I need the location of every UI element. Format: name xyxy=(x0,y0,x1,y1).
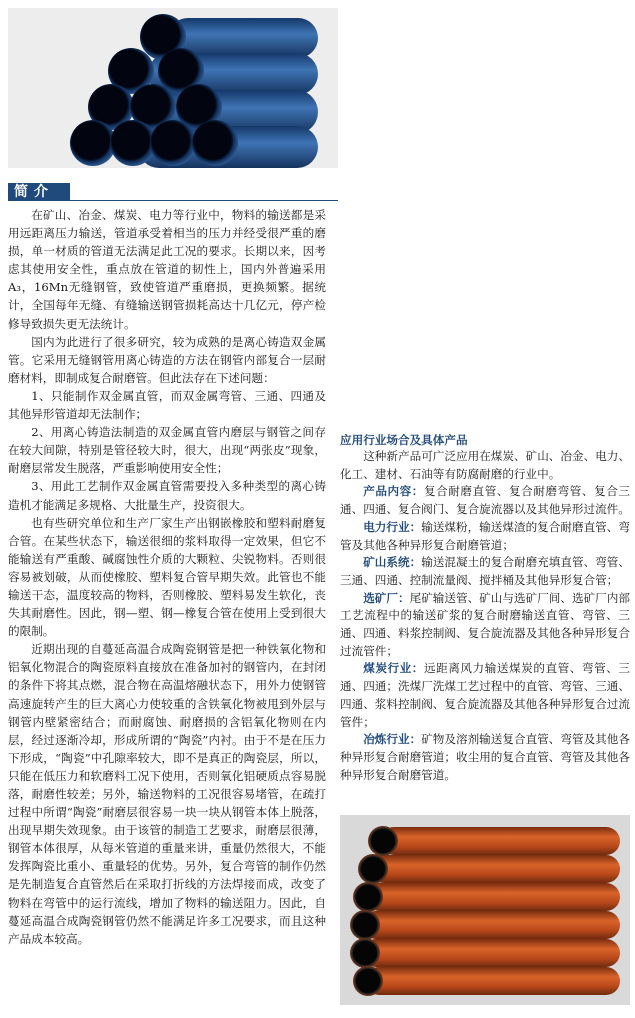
application-label: 产品内容： xyxy=(363,484,424,499)
application-text: 输送混凝土的复合耐磨充填直管、弯管、三通、四通、控制流量阀、搅拌桶及其他异形复合管； xyxy=(340,555,630,587)
application-label: 煤炭行业： xyxy=(363,661,424,676)
application-item xyxy=(340,731,630,784)
section-heading: 简介 xyxy=(14,184,54,200)
application-label: 矿山系统： xyxy=(363,555,422,570)
application-item xyxy=(340,483,630,518)
application-item xyxy=(340,519,630,554)
application-text: 尾矿输送管、矿山与选矿厂间、选矿厂内部工艺流程中的输送矿浆的复合耐磨输送直管、弯管、三通、四通、料浆控制阀、复合旋流器及其他各种异形复合过流管件； xyxy=(340,590,630,658)
application-text: 输送煤粉，输送煤渣的复合耐磨直管、弯管及其他各种异形复合耐磨管道； xyxy=(340,519,630,552)
applications-section xyxy=(340,432,630,784)
application-item xyxy=(340,554,630,589)
application-text: 复合耐磨直管、复合耐磨弯管、复合三通、四通、复合阀门、复合旋流器以及其他异形过流件。 xyxy=(340,484,630,517)
applications-intro: 这种新产品可广泛应用在煤炭、矿山、冶金、电力、化工、建材、石油等有防腐耐磨的行业中。 xyxy=(340,449,630,481)
application-label: 选矿厂： xyxy=(363,590,410,605)
intro-paragraph: 也有些研究单位和生产厂家生产出钢嵌橡胶和塑料耐磨复合管。在某些状态下，输送很细的浆料取得一定效果，但它不能输送有严重酸、碱腐蚀性介质的大颗粒、尖锐物料。否则很容易被划破，从而使橡胶、塑料复合管早期失效。此管也不能输送干态，温度较高的物料，否则橡胶、塑料易发生软化，丧失其耐磨性。因此，钢—塑、钢—橡复合管在使用上受到很大的限制。 xyxy=(8,515,326,639)
intro-text xyxy=(8,206,326,948)
application-text: 远距离风力输送煤炭的直管、弯管、三通、四通；洗煤厂洗煤工艺过程中的直管、弯管、三通、四通、浆料控制阀、复合旋流器及其他各种异形复合过流管件； xyxy=(340,661,630,729)
application-item xyxy=(340,660,630,731)
intro-paragraph: 国内为此进行了很多研究，较为成熟的是离心铸造双金属管。它采用无缝钢管用离心铸造的方法在钢管内部复合一层耐磨材料，即制成复合耐磨管。但此法存在下述问题： xyxy=(8,334,326,385)
problem-item: 2、用离心铸造法制造的双金属直管内磨层与钢管之间存在较大间隙，特别是管径较大时，很大，出现“两张皮”现象，耐磨层常发生脱落，严重影响使用安全性； xyxy=(8,425,326,476)
problem-item: 1、只能制作双金属直管，而双金属弯管、三通、四通及其他异形管道却无法制作； xyxy=(8,388,326,422)
heading-divider xyxy=(8,200,338,201)
application-item xyxy=(340,590,630,661)
applications-title: 应用行业场合及具体产品 xyxy=(340,433,468,447)
blue-pipes-photo xyxy=(8,8,338,168)
intro-paragraph: 近期出现的自蔓延高温合成陶瓷钢管是把一种铁氧化物和铝氧化物混合的陶瓷原料直接放在准备加衬的钢管内，在封闭的条件下将其点燃，混合物在高温熔融状态下，用外力使钢管高速旋转产生的巨大离心力使较重的含铁氧化物被甩到外层与钢管内壁紧密结合；而耐腐蚀、耐磨损的含铝氧化物则在内层，经过逐渐冷却，形成所谓的“陶瓷”内衬。由于不是在压力下形成，“陶瓷”中孔隙率较大，即不是真正的陶瓷层，所以，只能在低压力和软磨料工况下使用，否则氧化铝硬质点容易脱落，耐磨性较差；另外，输送物料的工况很容易堵管，在疏打过程中所谓“陶瓷”耐磨层很容易一块一块从钢管本体上脱落，出现早期失效现象。由于该管的制造工艺要求，耐磨层很薄，钢管本体很厚，从每米管道的重量来讲，重量仍然很大，不能发挥陶瓷比重小、重量轻的优势。另外，复合弯管的制作仍然是先制造复合直管然后在采取打折线的方法焊接而成，改变了物料在弯管中的运行流线，增加了物料的输送阻力。因此，自蔓延高温合成陶瓷钢管仍然不能满足许多工况要求，而且这种产品成本较高。 xyxy=(8,642,326,946)
problem-item: 3、用此工艺制作双金属直管需要投入多种类型的离心铸造机才能满足多规格、大批量生产，投资很大。 xyxy=(8,479,326,512)
application-label: 电力行业： xyxy=(363,519,422,534)
intro-paragraph: 在矿山、冶金、煤炭、电力等行业中，物料的输送都是采用远距离压力输送，管道承受着相当的压力并经受很严重的磨损，单一材质的管道无法满足此工况的要求。长期以来，因考虑其使用安全性，重点放在管道的韧性上，国内外普遍采用A₃，16Mn无缝钢管，致使管道严重磨损，更换频繁。据统计，全国每年无缝、有缝输送钢管损耗高达十几亿元，停产检修导致损失更无法统计。 xyxy=(8,208,326,331)
orange-pipes-photo xyxy=(340,815,630,1005)
application-label: 冶炼行业： xyxy=(363,732,422,747)
application-text: 矿物及溶剂输送复合直管、弯管及其他各种异形复合耐磨管道；收尘用的复合直管、弯管及其他各种异形复合耐磨管道。 xyxy=(340,732,630,782)
